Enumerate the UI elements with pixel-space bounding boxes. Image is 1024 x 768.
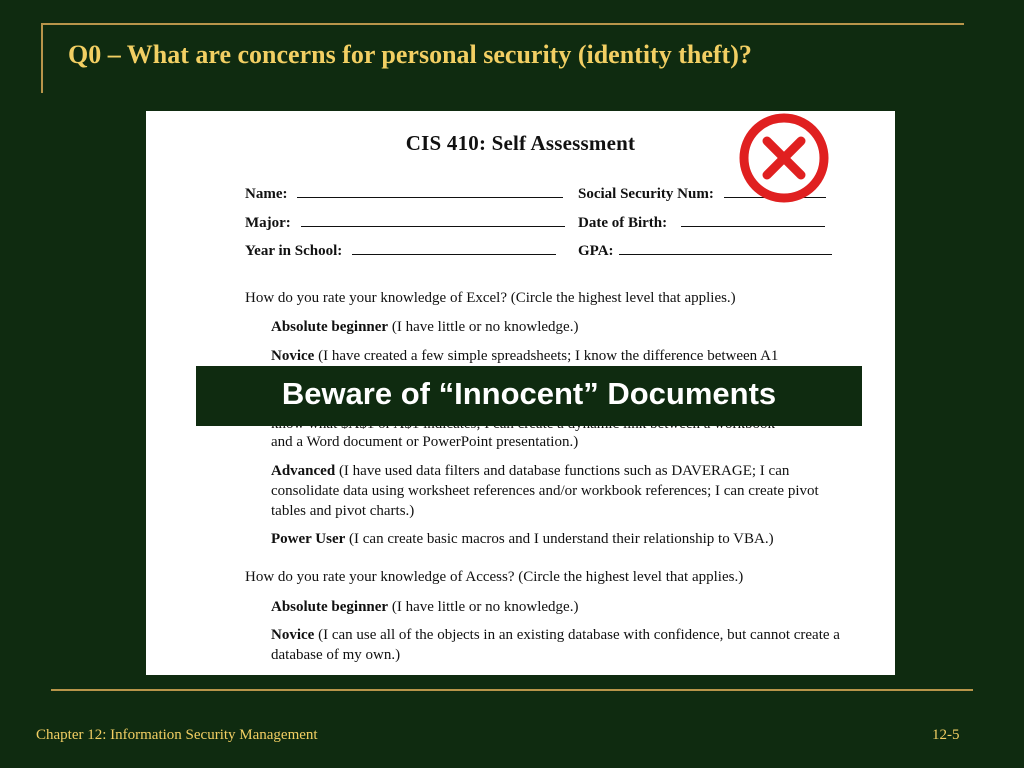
major-line (301, 214, 565, 227)
dob-field (578, 214, 825, 232)
access-novice (271, 625, 856, 665)
access-absolute-text: (I have little or no knowledge.) (388, 599, 579, 615)
footer-chapter: Chapter 12: Information Security Management (36, 727, 318, 743)
excel-advanced (271, 461, 856, 521)
excel-obscured-line-2: and a Word document or PowerPoint presentation.) (271, 434, 579, 450)
excel-question: How do you rate your knowledge of Excel? (Circle the highest level that applies.) (245, 290, 736, 306)
excel-power-head: Power User (271, 531, 346, 547)
slide-title: Q0 – What are concerns for personal security (identity theft)? (68, 40, 752, 69)
top-rule (42, 23, 964, 25)
excel-novice-text: (I have created a few simple spreadsheets; I know the difference between A1 (314, 348, 779, 364)
excel-absolute-text: (I have little or no knowledge.) (388, 319, 579, 335)
access-novice-head: Novice (271, 627, 315, 643)
name-label: Name: (245, 186, 288, 202)
access-absolute-head: Absolute beginner (271, 599, 389, 615)
excel-power-user (271, 529, 856, 549)
name-field (245, 185, 563, 203)
access-absolute-beginner (271, 597, 856, 617)
dob-label: Date of Birth: (578, 215, 668, 231)
excel-absolute-head: Absolute beginner (271, 319, 389, 335)
excel-novice (271, 346, 856, 366)
footer-page-number: 12-5 (932, 727, 960, 743)
bottom-rule (51, 689, 973, 691)
gpa-field (578, 242, 832, 260)
access-novice-text: (I can use all of the objects in an existing database with confidence, but cannot create a database of my own.) (271, 627, 840, 663)
gpa-label: GPA: (578, 243, 614, 259)
year-label: Year in School: (245, 243, 343, 259)
year-field (245, 242, 556, 260)
left-rule (41, 23, 43, 93)
year-line (352, 242, 556, 255)
excel-novice-head: Novice (271, 348, 315, 364)
excel-power-text: (I can create basic macros and I understand their relationship to VBA.) (345, 531, 774, 547)
ssn-label: Social Security Num: (578, 186, 714, 202)
access-question: How do you rate your knowledge of Access? (Circle the highest level that applies.) (245, 569, 744, 585)
dob-line (681, 214, 825, 227)
gpa-line (619, 242, 832, 255)
major-label: Major: (245, 215, 291, 231)
name-line (297, 185, 563, 198)
warning-banner: Beware of “Innocent” Documents (196, 366, 862, 426)
excel-advanced-head: Advanced (271, 463, 336, 479)
document-title: CIS 410: Self Assessment (405, 131, 636, 155)
excel-advanced-text: (I have used data filters and database functions such as DAVERAGE; I can consolidate data using worksheet references and/or workbook references; I can create pivot tables and pivot charts.) (271, 463, 819, 519)
major-field (245, 214, 565, 232)
x-circle-icon (738, 112, 830, 204)
excel-absolute-beginner (271, 317, 856, 337)
